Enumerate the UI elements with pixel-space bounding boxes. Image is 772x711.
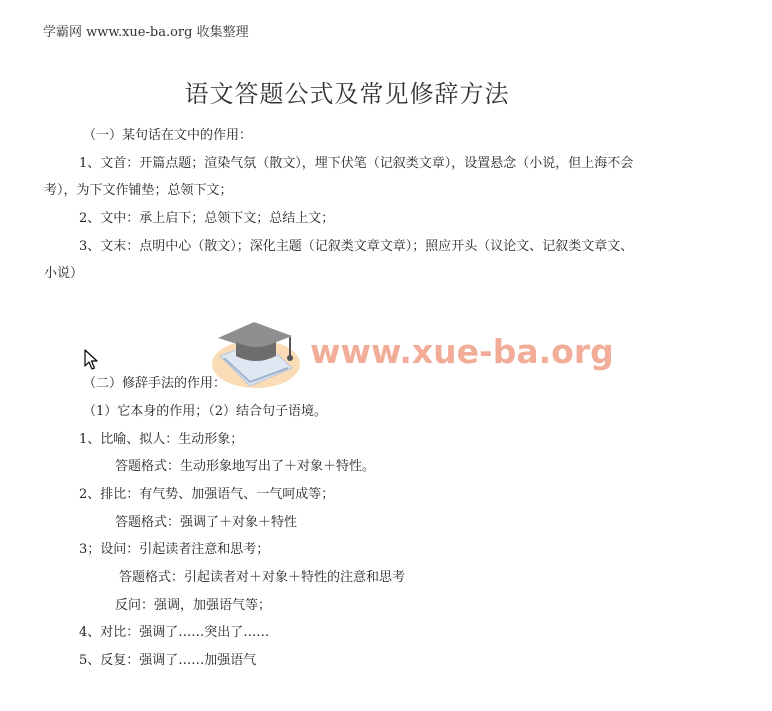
section-1-item-1-line-1: 1、文首：开篇点题；渲染气氛（散文），埋下伏笔（记叙类文章），设置悬念（小说，但上海不会 [79, 156, 634, 171]
section-2-item-1: 1、比喻、拟人：生动形象； [79, 432, 244, 447]
section-2-item-4: 4、对比：强调了……突出了…… [79, 625, 270, 640]
section-2-item-3: 3；设问：引起读者注意和思考； [79, 542, 270, 557]
section-2-item-1-format: 答题格式：生动形象地写出了＋对象＋特性。 [115, 459, 376, 474]
section-1-item-2: 2、文中：承上启下；总领下文；总结上文； [79, 211, 335, 226]
section-2-item-2-format: 答题格式：强调了＋对象＋特性 [115, 515, 298, 530]
section-1-item-1-line-2: 考），为下文作铺垫；总领下文； [44, 183, 233, 198]
section-2-item-2: 2、排比：有气势、加强语气、一气呵成等； [79, 487, 335, 502]
section-2-item-5: 5、反复：强调了……加强语气 [79, 653, 257, 668]
mouse-cursor-icon [84, 349, 100, 371]
section-1-item-3-line-1: 3、文末：点明中心（散文）；深化主题（记叙类文章文章）；照应开头（议论文、记叙类文章文、 [79, 239, 634, 254]
watermark-text: www.xue-ba.org [310, 332, 614, 371]
page-header-source: 学霸网 www.xue-ba.org 收集整理 [43, 25, 249, 40]
section-1-item-3-line-2: 小说） [44, 266, 84, 281]
section-2-heading: （二）修辞手法的作用： [83, 376, 227, 391]
document-title: 语文答题公式及常见修辞方法 [184, 80, 510, 108]
section-2-intro: （1）它本身的作用；（2）结合句子语境。 [83, 404, 328, 419]
section-1-heading: （一）某句话在文中的作用： [83, 128, 253, 143]
section-2-item-3-rhetorical: 反问：强调，加强语气等； [115, 598, 272, 613]
section-2-item-3-format: 答题格式：引起读者对＋对象＋特性的注意和思考 [119, 570, 406, 585]
